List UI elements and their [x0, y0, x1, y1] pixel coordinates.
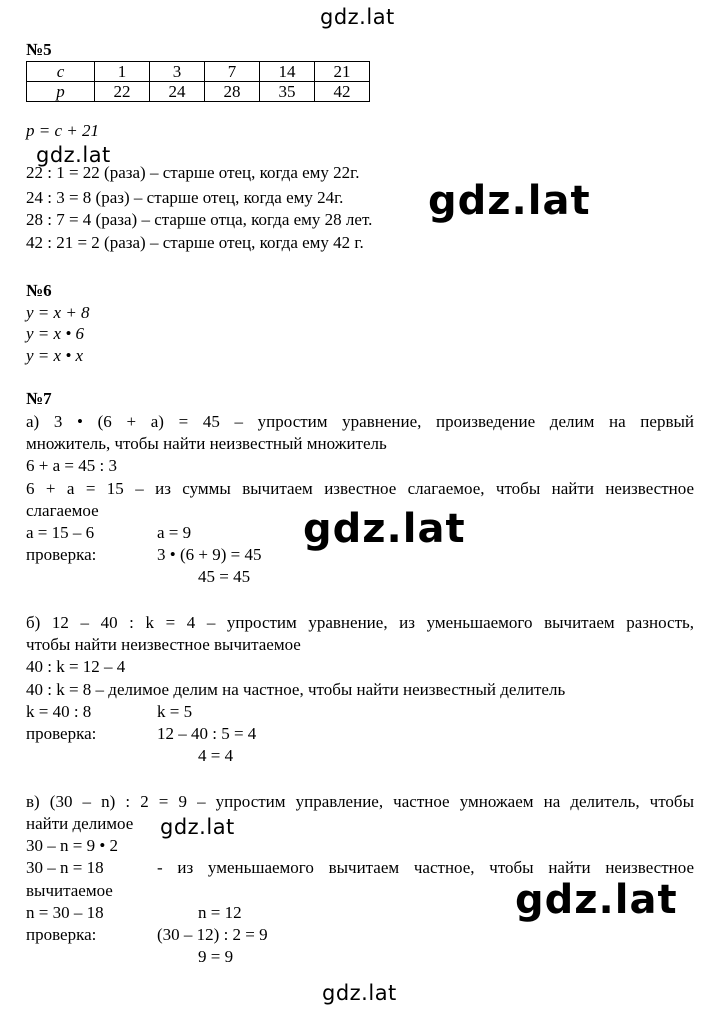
task7c-line: n = 30 – 18: [26, 903, 104, 922]
task7c-result: n = 12: [198, 903, 242, 922]
task7b-line: k = 40 : 8: [26, 702, 92, 721]
table-row: [27, 62, 370, 82]
table-row-label: p: [27, 82, 95, 102]
task7c-check-result: 9 = 9: [198, 947, 234, 966]
task7a-line: 6 + a = 15 – из суммы вычитаем известное слагаемое, чтобы найти неизвестное: [26, 479, 694, 498]
task7-heading: №7: [26, 389, 52, 408]
table-cell: 35: [260, 82, 315, 102]
table-cell: 42: [315, 82, 370, 102]
task7b-check: 12 – 40 : 5 = 4: [157, 724, 257, 743]
task6-equation: y = x • 6: [26, 324, 85, 343]
task7b-check-result: 4 = 4: [198, 746, 234, 765]
watermark-large-3: gdz.lat: [515, 877, 678, 923]
table-cell: 21: [315, 62, 370, 82]
table-cell: 24: [150, 82, 205, 102]
task7b-check-label: проверка:: [26, 724, 97, 743]
task7a-line: слагаемое: [26, 501, 99, 520]
task7c-check-label: проверка:: [26, 925, 97, 944]
watermark-top: gdz.lat: [320, 5, 395, 29]
watermark-left: gdz.lat: [36, 143, 111, 167]
task7a-line: 6 + a = 45 : 3: [26, 456, 117, 475]
task7c-line: - из уменьшаемого вычитаем частное, чтобы найти неизвестное: [157, 858, 694, 877]
task5-heading: №5: [26, 40, 52, 59]
watermark-large-2: gdz.lat: [303, 506, 466, 552]
task5-line: 28 : 7 = 4 (раза) – старше отца, когда ему 28 лет.: [26, 210, 373, 229]
table-cell: 3: [150, 62, 205, 82]
table-row: [27, 82, 370, 102]
table-cell: 28: [205, 82, 260, 102]
task7b-line: 40 : k = 8 – делимое делим на частное, чтобы найти неизвестный делитель: [26, 680, 566, 699]
task7b-line: 40 : k = 12 – 4: [26, 657, 126, 676]
task7b-line: чтобы найти неизвестное вычитаемое: [26, 635, 301, 654]
watermark-large-1: gdz.lat: [428, 178, 591, 224]
task5-line: 22 : 1 = 22 (раза) – старше отец, когда ему 22г.: [26, 163, 360, 182]
task7c-line: 30 – n = 9 • 2: [26, 836, 119, 855]
table-cell: 14: [260, 62, 315, 82]
task5-formula: p = c + 21: [26, 121, 99, 140]
task7b-line: б) 12 – 40 : k = 4 – упростим уравнение, из уменьшаемого вычитаем разность,: [26, 613, 694, 632]
task7c-line: в) (30 – n) : 2 = 9 – упростим управление, частное умножаем на делитель, чтобы: [26, 792, 694, 811]
task7b-result: k = 5: [157, 702, 193, 721]
task7a-check-result: 45 = 45: [198, 567, 251, 586]
task6-heading: №6: [26, 281, 52, 300]
task5-line: 24 : 3 = 8 (раз) – старше отец, когда ему 24г.: [26, 188, 344, 207]
table-cell: 22: [95, 82, 150, 102]
task7c-line: вычитаемое: [26, 881, 113, 900]
table-cell: 7: [205, 62, 260, 82]
task7a-line: множитель, чтобы найти неизвестный множитель: [26, 434, 387, 453]
table-cell: 1: [95, 62, 150, 82]
task7c-check: (30 – 12) : 2 = 9: [157, 925, 268, 944]
task5-table: [26, 61, 370, 102]
task7c-line: найти делимое: [26, 814, 134, 833]
task6-equation: y = x • x: [26, 346, 84, 365]
watermark-small: gdz.lat: [160, 815, 235, 839]
task5-line: 42 : 21 = 2 (раза) – старше отец, когда ему 42 г.: [26, 233, 364, 252]
task7a-result: a = 9: [157, 523, 192, 542]
task7a-line: a = 15 – 6: [26, 523, 95, 542]
task6-equation: y = x + 8: [26, 303, 90, 322]
watermark-bottom: gdz.lat: [322, 981, 397, 1005]
table-row-label: c: [27, 62, 95, 82]
task7a-check: 3 • (6 + 9) = 45: [157, 545, 262, 564]
task7a-line: а) 3 • (6 + a) = 45 – упростим уравнение, произведение делим на первый: [26, 412, 694, 431]
task7c-line: 30 – n = 18: [26, 858, 104, 877]
task7a-check-label: проверка:: [26, 545, 97, 564]
